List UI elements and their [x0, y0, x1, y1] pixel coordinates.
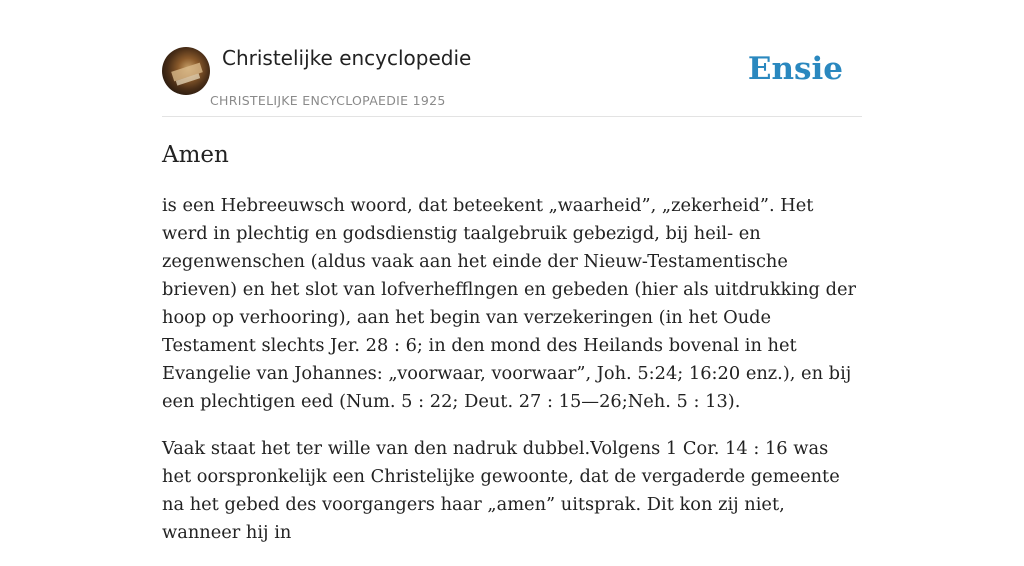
article-title: Amen: [162, 142, 229, 168]
site-title[interactable]: Christelijke encyclopedie: [222, 46, 472, 70]
site-header: [162, 42, 862, 117]
article-paragraph: is een Hebreeuwsch woord, dat beteekent „waarheid”, „zekerheid”. Het werd in plechtig en godsdienstig taalgebruik gebezigd, bij heil- en zegenwenschen (aldus vaak aan het einde der Nieuw-Testamentische brieven) en het slot van lofverhefflngen en gebeden (hier als uitdrukking der hoop op verhooring), aan het begin van verzekeringen (in het Oude Testament slechts Jer. 28 : 6; in den mond des Heilands bovenal in het Evangelie van Johannes: „voorwaar, voorwaar”, Joh. 5:24; 16:20 enz.), en bij een plechtigen eed (Num. 5 : 22; Deut. 27 : 15—26;Neh. 5 : 13).: [162, 195, 856, 412]
article-content: [162, 138, 862, 566]
article-paragraph: Vaak staat het ter wille van den nadruk dubbel.Volgens 1 Cor. 14 : 16 was het oorspronkelijk een Christelijke gewoonte, dat de vergaderde gemeente na het gebed des voorgangers haar „amen” uitsprak. Dit kon zij niet, wanneer hij in: [162, 438, 840, 543]
encyclopedia-avatar[interactable]: [162, 47, 210, 95]
site-subtitle: CHRISTELIJKE ENCYCLOPAEDIE 1925: [210, 93, 446, 108]
brand-logo-link[interactable]: Ensie: [747, 51, 843, 87]
